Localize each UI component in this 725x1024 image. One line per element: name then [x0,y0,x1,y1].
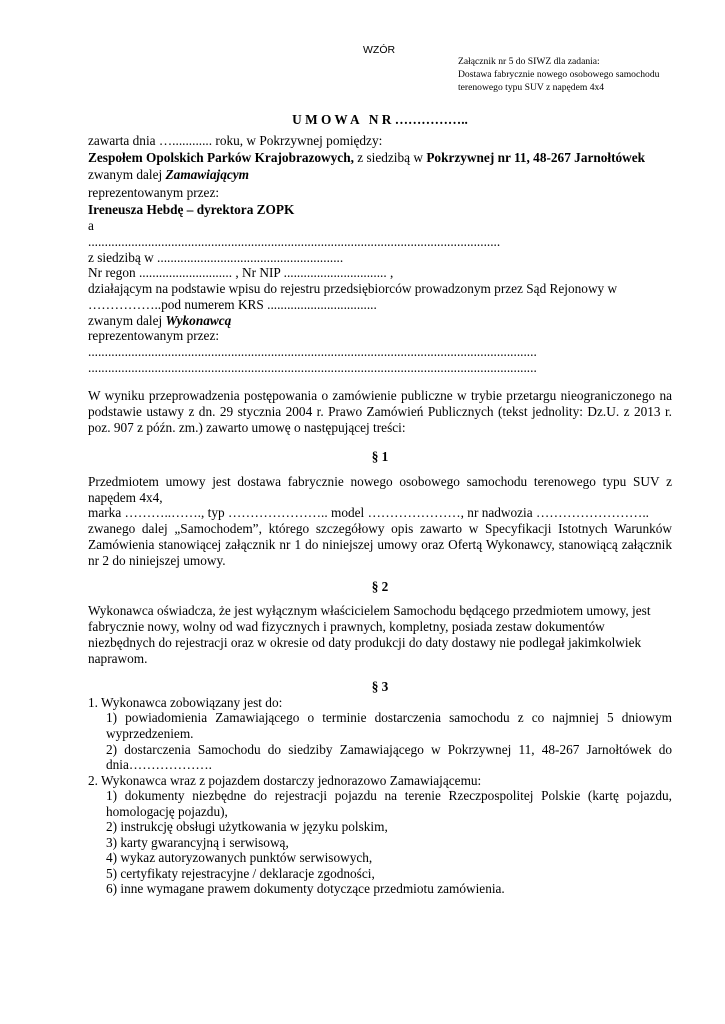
contractor-name-blank: ............................................................................................................................ [88,234,501,249]
document-item: 6) inne wymagane prawem dokumenty dotyczące przedmiotu zamówienia. [106,881,505,896]
contractor-called-prefix: zwanym dalej [88,313,166,328]
document-item: 2) instrukcję obsługi użytkowania w języku polskim, [106,819,388,834]
buyer-represented-label: reprezentowanym przez: [88,185,220,200]
contractor-registry-line: działającym na podstawie wpisu do rejestru przedsiębiorców prowadzonym przez Sąd Rejonowy w [88,281,618,296]
section-2-line: fabrycznie nowy, wolny od wad fizycznych i prawnych, kompletny, posiada zestaw dokumentów [88,619,605,634]
preamble-date-line: zawarta dnia …............ roku, w Pokrzywnej pomiędzy: [88,133,383,148]
annex-line: Dostawa fabrycznie nowego osobowego samochodu [458,69,660,80]
contractor-registry-line: ……………..pod numerem KRS ................................. [88,297,377,312]
section-2-line: Wykonawca oświadcza, że jest wyłącznym właścicielem Samochodu będącego przedmiotem umowy, jest [88,603,651,618]
document-item: 4) wykaz autoryzowanych punktów serwisowych, [106,850,373,865]
contract-title: U M O W A N R …………….. [292,112,468,127]
contractor-represented-label: reprezentowanym przez: [88,328,220,343]
buyer-line [88,150,645,166]
buyer-seat-prefix: z siedzibą w [353,150,427,165]
section-1-line: Zamówienia stanowiącej załącznik nr 1 do niniejszej umowy oraz Ofertą Wykonawcy, stanowiącą załącznik [88,537,672,552]
section-3-heading: § 3 [371,679,389,694]
section-3-point-label: 2. Wykonawca wraz z pojazdem dostarczy jednorazowo Zamawiającemu: [88,773,482,788]
annex-note [458,55,659,94]
section-1-line: napędem 4x4, [88,490,163,505]
section-1-line: nr 2 do niniejszej umowy. [88,553,226,568]
vehicle-details-line: marka ………..……., typ ………………….. model …………………, nr nadwozia …………………….. [88,505,650,520]
obligation-item-continued: dnia………………. [106,757,212,772]
document-item: 5) certyfikaty rejestracyjne / deklaracje zgodności, [106,866,375,881]
section-1-heading: § 1 [371,449,389,464]
section-1-line: Przedmiotem umowy jest dostawa fabrycznie nowego osobowego samochodu terenowego typu SUV z [88,474,672,489]
contractor-seat-line: z siedzibą w ........................................................ [88,250,344,265]
intro-line: W wyniku przeprowadzenia postępowania o zamówienie publiczne w trybie przetargu nieograniczonego na [88,388,672,403]
contractor-representative-blank: ....................................................................................................................................... [88,344,537,359]
buyer-called-term: Zamawiającym [165,167,250,182]
buyer-address: Pokrzywnej nr 11, 48-267 Jarnołtówek [426,150,646,165]
buyer-called-line [88,167,249,183]
contractor-ids-line: Nr regon ............................ , Nr NIP ............................... , [88,265,394,280]
obligation-item: 2) dostarczenia Samochodu do siedziby Zamawiającego w Pokrzywnej 11, 48-267 Jarnołtówek do [106,742,672,757]
intro-line: podstawie ustawy z dn. 29 stycznia 2004 r. Prawo Zamówień Publicznych (tekst jednolity: Dz.U. z 2013 r. [88,404,672,419]
contractor-called-line [88,313,231,329]
annex-line: terenowego typu SUV z napędem 4x4 [458,82,605,93]
document-item: 3) karty gwarancyjną i serwisową, [106,835,289,850]
section-2-line: niezbędnych do rejestracji oraz w okresie od daty produkcji do daty dostawy nie podlegał jakimkolwiek [88,635,642,650]
intro-line: poz. 907 z późn. zm.) zawarto umowę o następującej treści: [88,420,406,435]
buyer-representative: Ireneusza Hebdę – dyrektora ZOPK [88,202,295,217]
party-conjunction: a [88,218,94,233]
contractor-representative-blank: ....................................................................................................................................... [88,360,537,375]
section-2-heading: § 2 [371,579,389,594]
section-3-point-label: 1. Wykonawca zobowiązany jest do: [88,695,283,710]
obligation-item-continued: wyprzedzeniem. [106,726,194,741]
annex-line: Załącznik nr 5 do SIWZ dla zadania: [458,56,600,67]
document-item: 1) dokumenty niezbędne do rejestracji pojazdu na terenie Rzeczpospolitej Polskie (kartę pojazdu, [106,788,672,803]
document-item-continued: homologację pojazdu), [106,804,228,819]
draft-label: WZÓR [363,44,396,56]
obligation-item: 1) powiadomienia Zamawiającego o terminie dostarczenia samochodu z co najmniej 5 dniowym [106,710,672,725]
buyer-called-prefix: zwanym dalej [88,167,166,182]
contractor-called-term: Wykonawcą [165,313,232,328]
section-1-line: zwanego dalej „Samochodem”, którego szczegółowy opis zawarto w Specyfikacji Istotnych Warunków [88,521,672,536]
section-2-line: naprawom. [88,651,148,666]
buyer-name: Zespołem Opolskich Parków Krajobrazowych, [88,150,354,165]
